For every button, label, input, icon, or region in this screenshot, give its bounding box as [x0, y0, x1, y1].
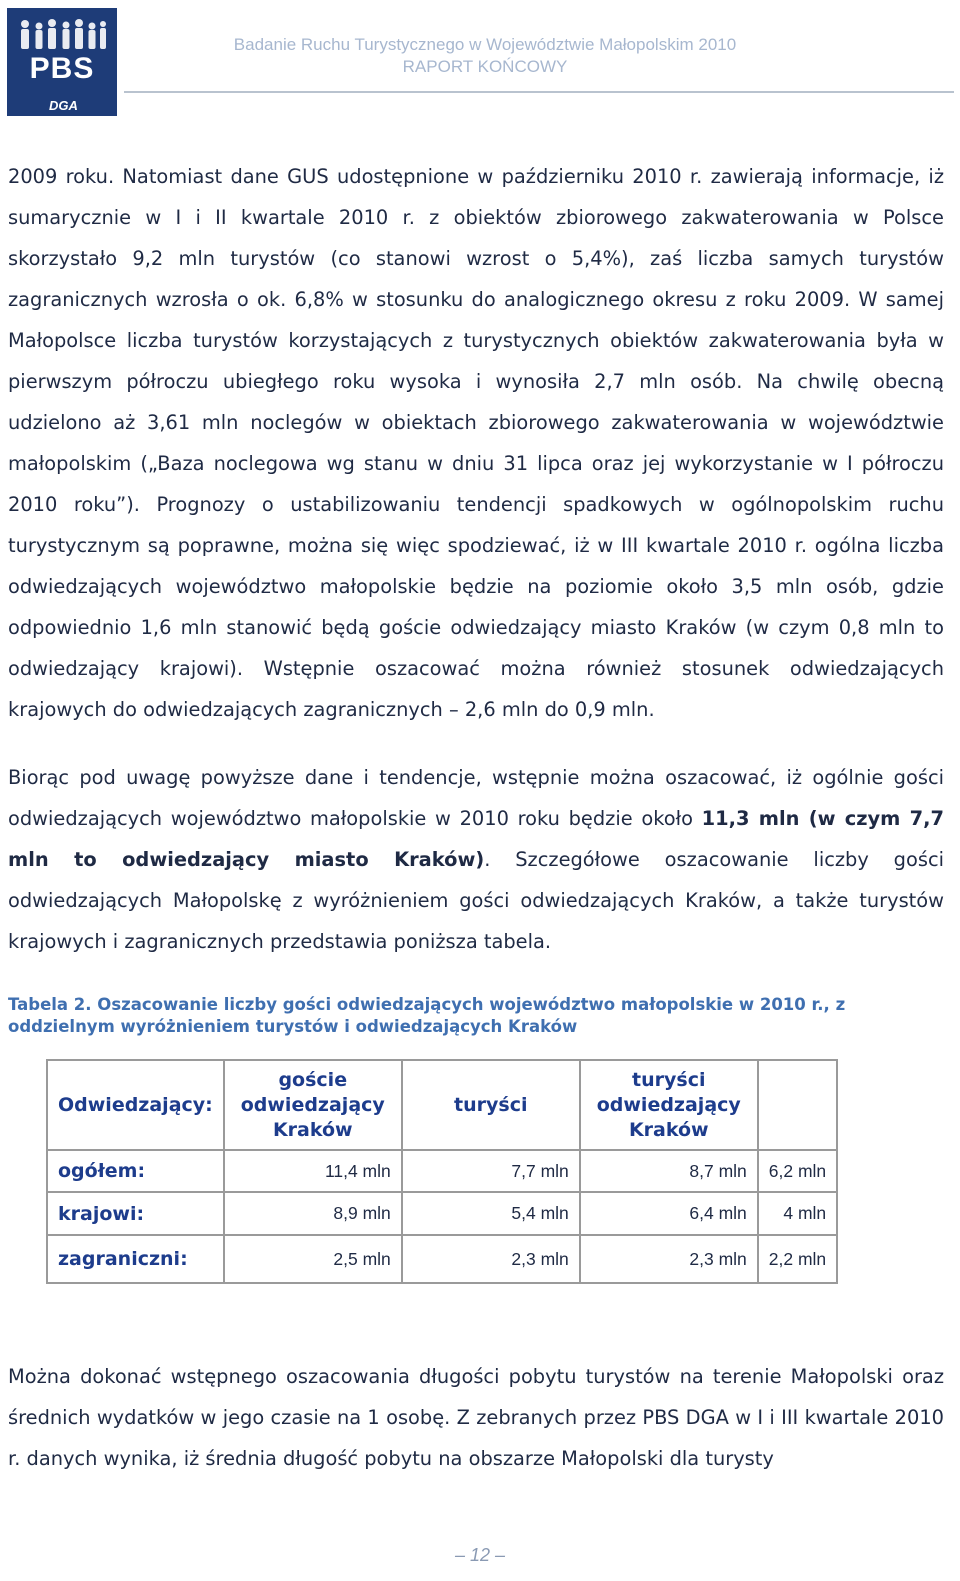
people-silhouettes-icon: [17, 18, 107, 52]
table-cell: 5,4 mln: [402, 1192, 580, 1235]
table-row: [47, 1192, 837, 1235]
page-header: [0, 0, 960, 120]
logo-pbs-text: PBS: [29, 52, 95, 85]
table-cell: 6,4 mln: [580, 1192, 758, 1235]
row-label: zagraniczni:: [47, 1235, 224, 1283]
table-cell: 8,7 mln: [580, 1150, 758, 1192]
visitors-table: [46, 1059, 838, 1284]
page-number: – 12 –: [454, 1545, 506, 1565]
table-cell: 8,9 mln: [224, 1192, 402, 1235]
column-header: Odwiedzający:: [47, 1060, 224, 1150]
paragraph-estimate-highlight: 11,3 mln (w czym 7,7 mln to odwiedzający miasto Kraków): [8, 807, 944, 871]
paragraph-estimate: [8, 757, 944, 962]
table-header-row: [47, 1060, 837, 1150]
table-cell: 2,5 mln: [224, 1235, 402, 1283]
report-title: Badanie Ruchu Turystycznego w Województwie Małopolskim 2010: [233, 35, 737, 54]
paragraph-estimate-text-end: . Szczegółowe oszacowanie liczby gości odwiedzających Małopolskę z wyróżnieniem gości odwiedzających Kraków, a także turystów krajowych i zagranicznych przedstawia poniższa tabela.: [8, 848, 944, 953]
table-row: [47, 1235, 837, 1283]
table-cell: 6,2 mln: [758, 1150, 837, 1192]
table-cell: 4 mln: [758, 1192, 837, 1235]
table-cell: 2,3 mln: [402, 1235, 580, 1283]
column-header: goście odwiedzający Kraków: [224, 1060, 402, 1150]
paragraph-estimate-text: Biorąc pod uwagę powyższe dane i tendencje, wstępnie można oszacować, iż ogólnie gości odwiedzających województwo małopolskie w 2010 roku będzie około: [8, 766, 944, 830]
table-row: [47, 1150, 837, 1192]
paragraph-gus-data: 2009 roku. Natomiast dane GUS udostępnione w październiku 2010 r. zawierają informacje, iż sumarycznie w I i II kwartale 2010 r. z obiektów zbiorowego zakwaterowania w Polsce skorzystało 9,2 mln turystów (co stanowi wzrost o 5,4%), zaś liczba samych turystów zagranicznych wzrosła o ok. 6,8% w stosunku do analogicznego okresu z roku 2009. W samej Małopolsce liczba turystów korzystających z turystycznych obiektów zakwaterowania była w pierwszym półroczu ubiegłego roku wysoka i wynosiła 2,7 mln osób. Na chwilę obecną udzielono aż 3,61 mln noclegów w obiektach zbiorowego zakwaterowania w województwie małopolskim („Baza noclegowa wg stanu w dniu 31 lipca oraz jej wykorzystanie w I półroczu 2010 roku”). Prognozy o ustabilizowaniu tendencji spadkowych w ogólnopolskim ruchu turystycznym są poprawne, można się więc spodziewać, iż w III kwartale 2010 r. ogólna liczba odwiedzających województwo małopolskie będzie na poziomie około 3,5 mln osób, gdzie odpowiednio 1,6 mln stanowić będą goście odwiedzający miasto Kraków (w czym 0,8 mln to odwiedzający krajowi). Wstępnie oszacować można również stosunek odwiedzających krajowych do odwiedzających zagranicznych – 2,6 mln do 0,9 mln.: [8, 165, 944, 721]
report-subtitle: RAPORT KOŃCOWY: [402, 57, 568, 76]
row-label: ogółem:: [47, 1150, 224, 1192]
table-cell: 7,7 mln: [402, 1150, 580, 1192]
row-label: krajowi:: [47, 1192, 224, 1235]
header-title-block: [205, 34, 765, 78]
table-cell: 2,2 mln: [758, 1235, 837, 1283]
column-header: turyści: [402, 1060, 580, 1150]
header-divider: [124, 91, 954, 93]
column-header: turyści odwiedzający Kraków: [580, 1060, 758, 1150]
paragraph-stay-length: Można dokonać wstępnego oszacowania długości pobytu turystów na terenie Małopolski oraz średnich wydatków w jego czasie na 1 osobę. Z zebranych przez PBS DGA w I i III kwartale 2010 r. danych wynika, iż średnia długość pobytu na obszarze Małopolski dla turysty: [8, 1365, 944, 1470]
table-cell: 11,4 mln: [224, 1150, 402, 1192]
table-caption: Tabela 2. Oszacowanie liczby gości odwiedzających województwo małopolskie w 2010 r., z oddzielnym wyróżnieniem turystów i odwiedzających Kraków: [8, 995, 846, 1036]
pbs-dga-logo: [7, 8, 117, 116]
table-cell: 2,3 mln: [580, 1235, 758, 1283]
logo-dga-text: DGA: [49, 98, 78, 113]
